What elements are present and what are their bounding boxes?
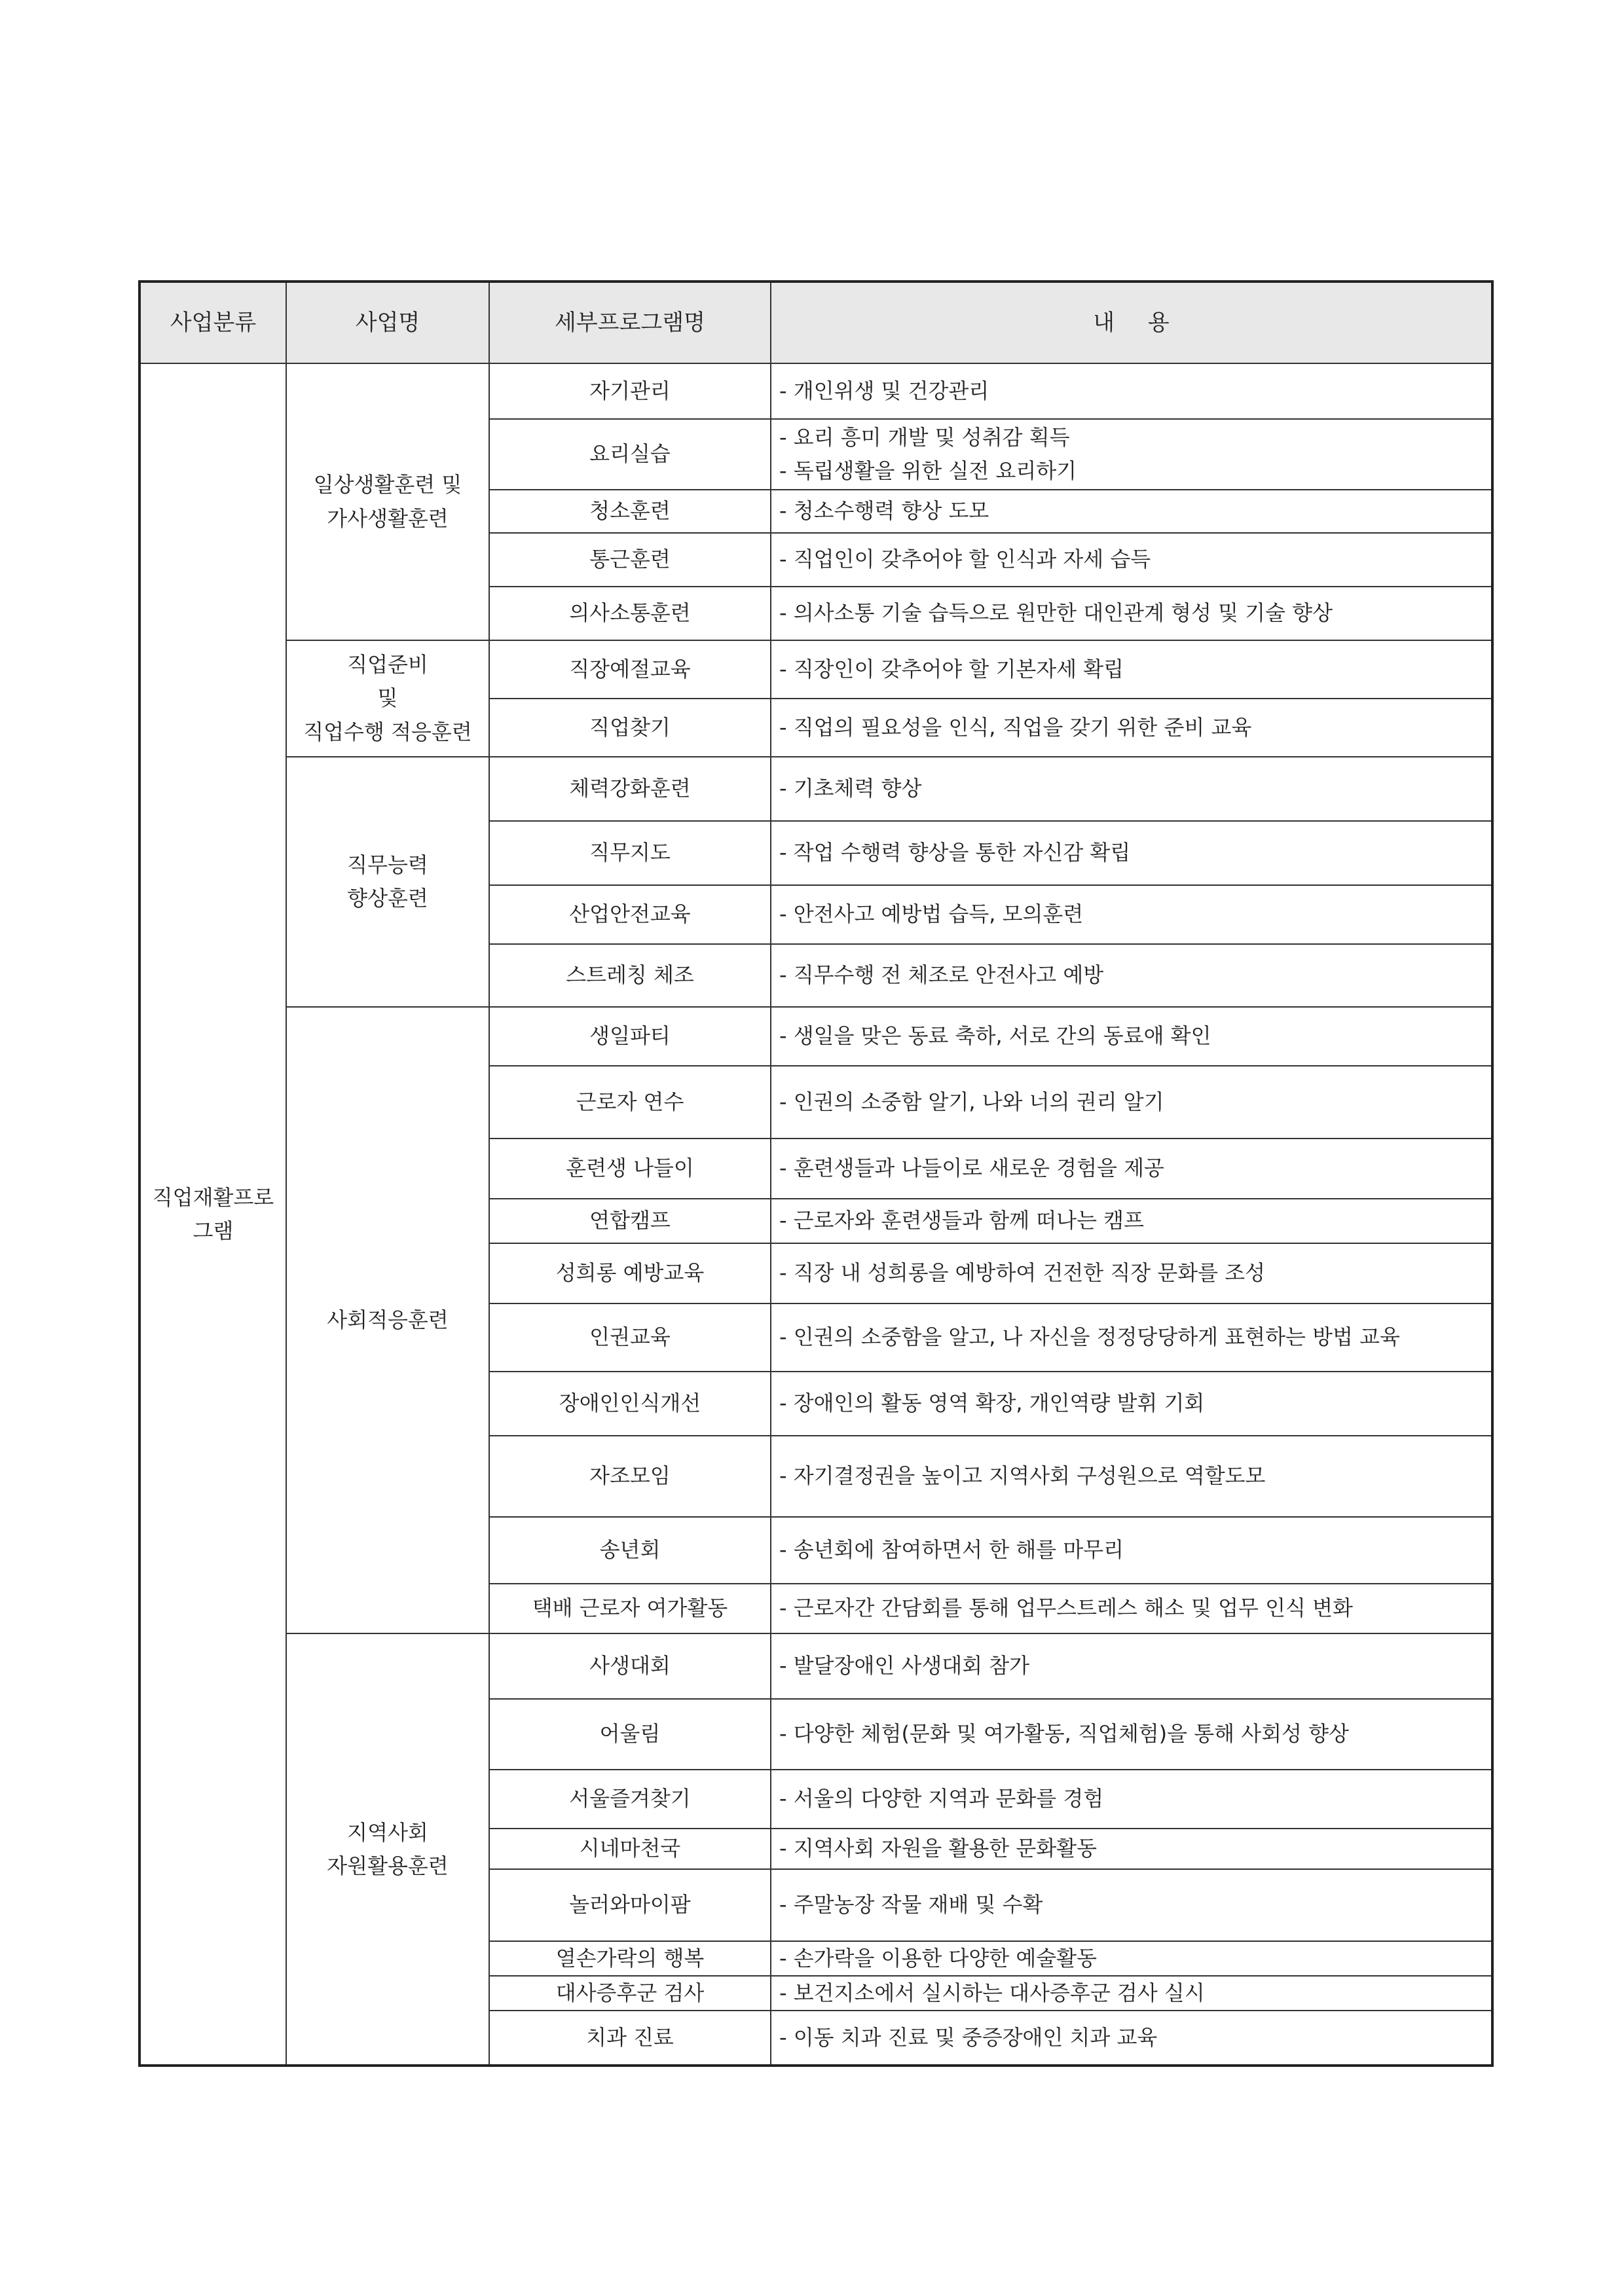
content-cell [771,1007,1492,1066]
program-cell: 치과 진료 [489,2011,771,2066]
content-line: - 요리 흥미 개발 및 성취감 획득 [779,424,1070,450]
program-cell: 장애인인식개선 [489,1372,771,1436]
content-line: - 근로자간 간담회를 통해 업무스트레스 해소 및 업무 인식 변화 [779,1595,1353,1621]
content-line: - 직무수행 전 체조로 안전사고 예방 [779,962,1104,988]
program-cell: 송년회 [489,1517,771,1584]
program-cell: 대사증후군 검사 [489,1976,771,2011]
header-category: 사업분류 [139,282,286,363]
program-cell: 서울즐겨찾기 [489,1770,771,1829]
program-cell: 자기관리 [489,363,771,419]
content-line: - 지역사회 자원을 활용한 문화활동 [779,1836,1098,1861]
program-cell: 요리실습 [489,419,771,490]
content-line: - 직장 내 성희롱을 예방하여 건전한 직장 문화를 조성 [779,1260,1266,1286]
project-cell: 일상생활훈련 및 가사생활훈련 [286,363,489,640]
content-line: - 보건지소에서 실시하는 대사증후군 검사 실시 [779,1980,1205,2006]
program-cell: 자조모임 [489,1436,771,1517]
content-line: - 개인위생 및 건강관리 [779,378,989,403]
content-line: - 이동 치과 진료 및 중증장애인 치과 교육 [779,2025,1158,2050]
content-cell [771,1770,1492,1829]
content-line: - 인권의 소중함 알기, 나와 너의 권리 알기 [779,1089,1164,1114]
table-row [139,1007,1492,1066]
content-cell [771,2011,1492,2066]
content-line: - 작업 수행력 향상을 통한 자신감 확립 [779,840,1131,866]
program-cell: 직장예절교육 [489,640,771,699]
program-cell: 열손가락의 행복 [489,1941,771,1976]
category-cell: 직업재활프로 그램 [139,363,286,2066]
content-cell [771,757,1492,821]
content-line: - 서울의 다양한 지역과 문화를 경험 [779,1786,1104,1812]
table-row [139,757,1492,821]
content-line: - 인권의 소중함을 알고, 나 자신을 정정당당하게 표현하는 방법 교육 [779,1324,1400,1350]
header-content: 내 용 [771,282,1492,363]
content-cell [771,1941,1492,1976]
content-line: - 직업의 필요성을 인식, 직업을 갖기 위한 준비 교육 [779,714,1252,740]
project-cell: 사회적응훈련 [286,1007,489,1633]
content-line: - 근로자와 훈련생들과 함께 떠나는 캠프 [779,1208,1144,1233]
content-cell [771,699,1492,757]
content-cell [771,1584,1492,1633]
program-cell: 사생대회 [489,1633,771,1699]
content-line: - 생일을 맞은 동료 축하, 서로 간의 동료애 확인 [779,1023,1211,1049]
content-line: - 직장인이 갖추어야 할 기본자세 확립 [779,656,1124,682]
program-cell: 통근훈련 [489,533,771,587]
project-cell: 직무능력 향상훈련 [286,757,489,1007]
content-line: - 장애인의 활동 영역 확장, 개인역량 발휘 기회 [779,1391,1205,1416]
program-cell: 생일파티 [489,1007,771,1066]
content-line: - 손가락을 이용한 다양한 예술활동 [779,1946,1098,1971]
table-row [139,640,1492,699]
content-cell [771,587,1492,640]
content-line: - 주말농장 작물 재배 및 수확 [779,1892,1043,1918]
content-line: - 기초체력 향상 [779,776,922,801]
content-cell [771,1699,1492,1770]
content-cell [771,1243,1492,1303]
content-cell [771,944,1492,1007]
program-cell: 시네마천국 [489,1829,771,1869]
header-program: 세부프로그램명 [489,282,771,363]
content-cell [771,640,1492,699]
header-project: 사업명 [286,282,489,363]
content-cell [771,1372,1492,1436]
content-line: - 직업인이 갖추어야 할 인식과 자세 습득 [779,547,1151,572]
content-cell [771,1869,1492,1941]
program-cell: 청소훈련 [489,490,771,533]
program-table [138,280,1494,2067]
program-cell: 산업안전교육 [489,885,771,944]
content-line: - 발달장애인 사생대회 참가 [779,1653,1030,1679]
content-cell [771,1199,1492,1243]
content-cell [771,1517,1492,1584]
table-row [139,1633,1492,1699]
program-cell: 직업찾기 [489,699,771,757]
content-line: - 안전사고 예방법 습득, 모의훈련 [779,902,1084,927]
content-cell [771,363,1492,419]
content-cell [771,533,1492,587]
content-cell [771,1436,1492,1517]
header-row [139,282,1492,363]
table-row [139,363,1492,419]
program-cell: 훈련생 나들이 [489,1139,771,1199]
content-line: - 독립생활을 위한 실전 요리하기 [779,458,1077,483]
program-cell: 의사소통훈련 [489,587,771,640]
content-line: - 자기결정권을 높이고 지역사회 구성원으로 역할도모 [779,1463,1266,1489]
content-cell [771,1829,1492,1869]
program-cell: 직무지도 [489,821,771,885]
program-cell: 스트레칭 체조 [489,944,771,1007]
content-cell [771,1633,1492,1699]
program-cell: 근로자 연수 [489,1066,771,1139]
program-cell: 연합캠프 [489,1199,771,1243]
program-cell: 성희롱 예방교육 [489,1243,771,1303]
program-cell: 체력강화훈련 [489,757,771,821]
program-cell: 놀러와마이팜 [489,1869,771,1941]
program-cell: 인권교육 [489,1303,771,1372]
content-cell [771,1066,1492,1139]
content-line: - 의사소통 기술 습득으로 원만한 대인관계 형성 및 기술 향상 [779,600,1333,626]
content-cell [771,419,1492,490]
content-cell [771,490,1492,533]
content-line: - 청소수행력 향상 도모 [779,498,989,524]
content-line: - 송년회에 참여하면서 한 해를 마무리 [779,1537,1124,1563]
content-line: - 다양한 체험(문화 및 여가활동, 직업체험)을 통해 사회성 향상 [779,1721,1349,1747]
project-cell: 지역사회 자원활용훈련 [286,1633,489,2066]
content-cell [771,1139,1492,1199]
program-cell: 어울림 [489,1699,771,1770]
content-cell [771,821,1492,885]
content-line: - 훈련생들과 나들이로 새로운 경험을 제공 [779,1156,1164,1181]
content-cell [771,885,1492,944]
content-cell [771,1976,1492,2011]
project-cell: 직업준비 및 직업수행 적응훈련 [286,640,489,757]
content-cell [771,1303,1492,1372]
program-cell: 택배 근로자 여가활동 [489,1584,771,1633]
